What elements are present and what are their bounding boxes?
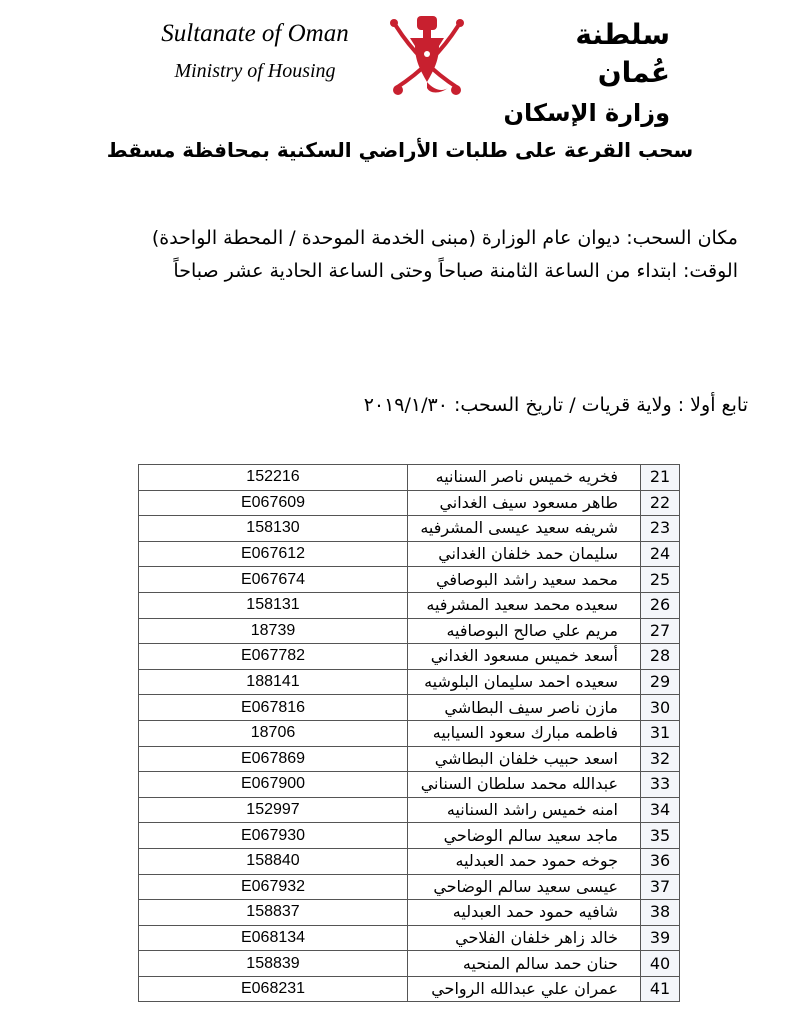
row-number: 27	[641, 618, 680, 644]
table-body	[139, 465, 680, 1002]
section-heading: تابع أولا : ولاية قريات / تاريخ السحب: ٢٠١٩/١/٣٠	[363, 394, 748, 416]
application-code: 188141	[139, 669, 408, 695]
sultanate-name-ar: سلطنة عُمان	[575, 18, 670, 89]
application-code: 158130	[139, 516, 408, 542]
application-code: 152216	[139, 465, 408, 491]
english-letterhead	[150, 16, 360, 86]
table-row	[139, 951, 680, 977]
application-code: 152997	[139, 797, 408, 823]
table-row	[139, 772, 680, 798]
table-row	[139, 669, 680, 695]
application-code: E067612	[139, 541, 408, 567]
applicant-name: سعيده محمد سعيد المشرفيه	[408, 592, 641, 618]
application-code: E067869	[139, 746, 408, 772]
application-code: 158839	[139, 951, 408, 977]
row-number: 32	[641, 746, 680, 772]
application-code: 158131	[139, 592, 408, 618]
applicant-name: عبدالله محمد سلطان السناني	[408, 772, 641, 798]
row-number: 28	[641, 644, 680, 670]
table-row	[139, 644, 680, 670]
row-number: 33	[641, 772, 680, 798]
row-number: 25	[641, 567, 680, 593]
application-code: 18739	[139, 618, 408, 644]
application-code: E067900	[139, 772, 408, 798]
row-number: 35	[641, 823, 680, 849]
application-code: E068231	[139, 976, 408, 1002]
row-number: 23	[641, 516, 680, 542]
applicant-name: سليمان حمد خلفان الغداني	[408, 541, 641, 567]
applicant-name: جوخه حمود حمد العبدليه	[408, 848, 641, 874]
table-row	[139, 746, 680, 772]
application-code: E067609	[139, 490, 408, 516]
row-number: 38	[641, 900, 680, 926]
applicant-name: ماجد سعيد سالم الوضاحي	[408, 823, 641, 849]
application-code: 158840	[139, 848, 408, 874]
table-row	[139, 465, 680, 491]
draw-place: مكان السحب: ديوان عام الوزارة (مبنى الخدمة الموحدة / المحطة الواحدة)	[151, 227, 738, 249]
oman-khanjar-emblem-icon	[382, 8, 472, 100]
application-code: E067816	[139, 695, 408, 721]
arabic-letterhead	[500, 16, 670, 130]
table-row	[139, 900, 680, 926]
application-code: E067932	[139, 874, 408, 900]
applicant-name: أسعد خميس مسعود الغداني	[408, 644, 641, 670]
table-row	[139, 848, 680, 874]
table-row	[139, 592, 680, 618]
table-row	[139, 516, 680, 542]
row-number: 40	[641, 951, 680, 977]
applicant-name: طاهر مسعود سيف الغداني	[408, 490, 641, 516]
row-number: 29	[641, 669, 680, 695]
row-number: 21	[641, 465, 680, 491]
application-code: 18706	[139, 720, 408, 746]
table-row	[139, 976, 680, 1002]
row-number: 34	[641, 797, 680, 823]
row-number: 36	[641, 848, 680, 874]
table-row	[139, 567, 680, 593]
applicant-name: خالد زاهر خلفان الفلاحي	[408, 925, 641, 951]
applicant-name: عيسى سعيد سالم الوضاحي	[408, 874, 641, 900]
applicant-name: عمران علي عبدالله الرواحي	[408, 976, 641, 1002]
row-number: 37	[641, 874, 680, 900]
applicant-name: شافيه حمود حمد العبدليه	[408, 900, 641, 926]
applicant-name: مريم علي صالح البوصافيه	[408, 618, 641, 644]
row-number: 26	[641, 592, 680, 618]
draw-info	[98, 222, 738, 288]
applicant-name: حنان حمد سالم المنحيه	[408, 951, 641, 977]
table-row	[139, 797, 680, 823]
row-number: 30	[641, 695, 680, 721]
applicant-name: شريفه سعيد عيسى المشرفيه	[408, 516, 641, 542]
application-code: 158837	[139, 900, 408, 926]
table-row	[139, 695, 680, 721]
application-code: E068134	[139, 925, 408, 951]
row-number: 22	[641, 490, 680, 516]
table-row	[139, 541, 680, 567]
table-row	[139, 490, 680, 516]
row-number: 24	[641, 541, 680, 567]
applicant-name: فخريه خميس ناصر السنانيه	[408, 465, 641, 491]
applicant-name: محمد سعيد راشد البوصافي	[408, 567, 641, 593]
applicant-name: اسعد حبيب خلفان البطاشي	[408, 746, 641, 772]
sultanate-name-en: Sultanate of Oman	[161, 20, 349, 47]
row-number: 41	[641, 976, 680, 1002]
applicant-name: فاطمه مبارك سعود السيابيه	[408, 720, 641, 746]
table-row	[139, 720, 680, 746]
row-number: 31	[641, 720, 680, 746]
applicant-name: سعيده احمد سليمان البلوشيه	[408, 669, 641, 695]
application-code: E067674	[139, 567, 408, 593]
table-row	[139, 823, 680, 849]
table-row	[139, 618, 680, 644]
ministry-name-ar: وزارة الإسكان	[503, 99, 670, 127]
document-title: سحب القرعة على طلبات الأراضي السكنية بمحافظة مسقط	[106, 138, 694, 162]
application-code: E067782	[139, 644, 408, 670]
table-row	[139, 925, 680, 951]
application-code: E067930	[139, 823, 408, 849]
draw-results-table	[138, 464, 680, 1002]
applicant-name: امنه خميس راشد السنانيه	[408, 797, 641, 823]
applicant-name: مازن ناصر سيف البطاشي	[408, 695, 641, 721]
draw-time: الوقت: ابتداء من الساعة الثامنة صباحاً وحتى الساعة الحادية عشر صباحاً	[173, 260, 738, 282]
table-row	[139, 874, 680, 900]
ministry-name-en: Ministry of Housing	[174, 60, 336, 82]
row-number: 39	[641, 925, 680, 951]
